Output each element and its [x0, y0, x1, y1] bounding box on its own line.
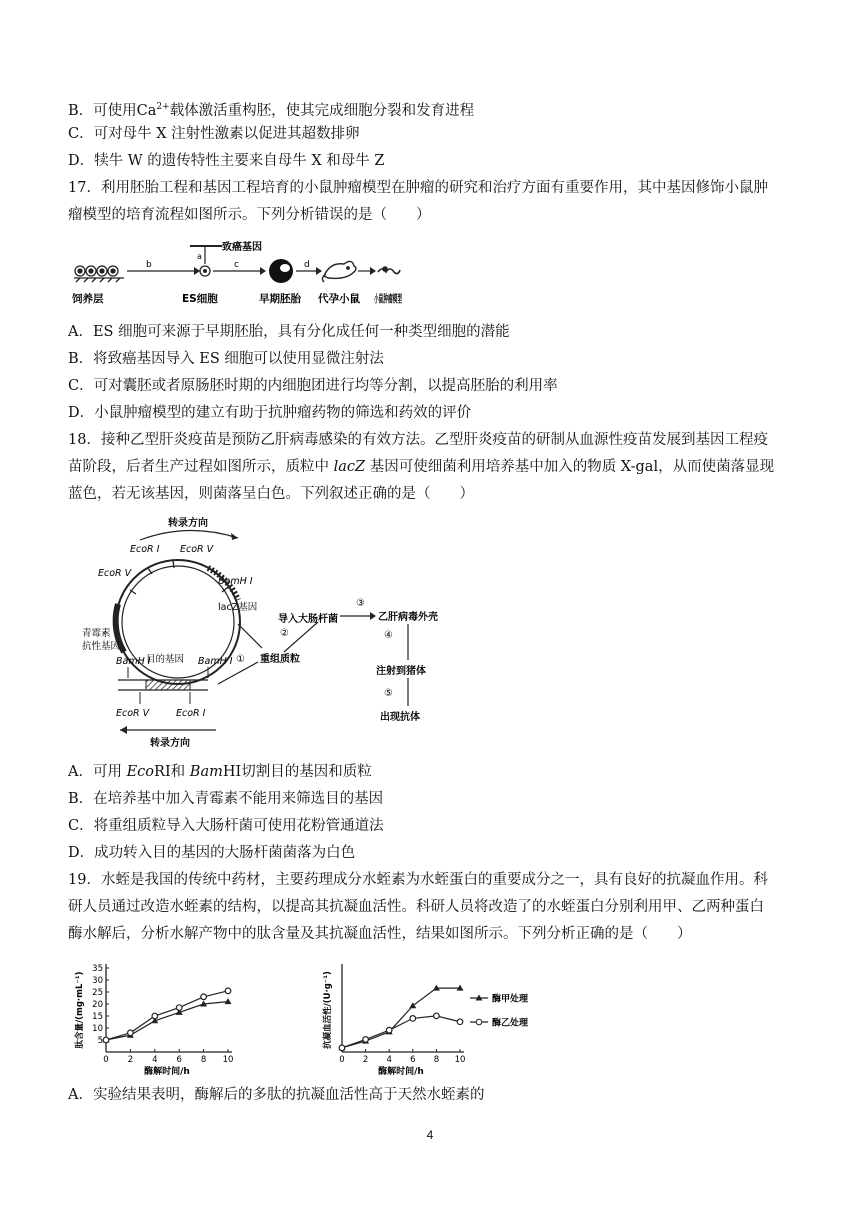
bamhi-site-3: BamH Ⅰ: [198, 656, 233, 667]
q18-plasmid-figure: [78, 512, 458, 752]
step-1: ①: [236, 654, 245, 665]
data-point-circle: [201, 994, 207, 1000]
x-tick-label: 10: [454, 1055, 466, 1065]
q19-stem-line1: 19．水蛭是我国的传统中药材，主要药理成分水蛭素为水蛭蛋白的重要成分之一，具有良好的抗凝血作用。科: [68, 872, 768, 888]
x-axis-label: 酶解时间/h: [144, 1067, 190, 1077]
q16-option-d: D．犊牛 W 的遗传特性主要来自母牛 X 和母牛 Z: [68, 153, 385, 169]
recombinant-plasmid-label: 重组质粒: [260, 654, 300, 665]
q17-option-a: A．ES 细胞可来源于早期胚胎，具有分化成任何一种类型细胞的潜能: [68, 324, 510, 340]
ecorv-site-2: EcoR Ⅴ: [98, 568, 132, 579]
lacz-label: lacZ基因: [218, 602, 258, 613]
y-tick-label: 30: [92, 976, 103, 986]
legend-label: 酶乙处理: [492, 1018, 529, 1029]
data-point-circle: [434, 1013, 440, 1019]
x-tick-label: 6: [176, 1055, 182, 1065]
q18-stem-line1: 18．接种乙型肝炎疫苗是预防乙肝病毒感染的有效方法。乙型肝炎疫苗的研制从血源性疫苗发展到基因工程疫: [68, 432, 768, 448]
feeder-layer-icon: [74, 266, 124, 282]
q18-stem-line3: 蓝色，若无该基因，则菌落呈白色。下列叙述正确的是（ ）: [68, 486, 474, 502]
data-point-circle: [339, 1045, 345, 1051]
q18-option-a: A．可用 EcoRⅠ和 BamHⅠ切割目的基因和质粒: [68, 764, 372, 780]
x-tick-label: 10: [222, 1055, 234, 1065]
y-tick-label: 20: [92, 1000, 103, 1010]
step-3: ③: [356, 598, 365, 609]
y-tick-label: 25: [92, 988, 103, 998]
transcription-direction-bottom: 转录方向: [150, 738, 190, 749]
tumor-mouse-model-icon: [378, 267, 400, 274]
y-axis-label: 肽含量/(mg·mL⁻¹): [75, 971, 85, 1049]
label-d: d: [304, 260, 310, 270]
ecorv-site-1: EcoR Ⅴ: [180, 544, 214, 555]
step-5: ⑤: [384, 688, 393, 699]
x-axis-label: 酶解时间/h: [378, 1067, 424, 1077]
surrogate-mouse-icon: [322, 261, 356, 282]
embryo-icon: [269, 259, 293, 283]
data-point-circle: [152, 1013, 158, 1019]
data-point-triangle: [409, 1002, 416, 1008]
y-tick-label: 5: [97, 1036, 103, 1046]
x-tick-label: 0: [103, 1055, 109, 1065]
label-surrogate-mouse: 代孕小鼠: [318, 293, 360, 305]
label-es-cell: ES细胞: [182, 293, 218, 305]
q17-stem-line2: 瘤模型的培育流程如图所示。下列分析错误的是（ ）: [68, 207, 431, 223]
y-tick-label: 10: [92, 1024, 103, 1034]
y-axis-label: 抗凝血活性/(U·g⁻¹): [323, 971, 333, 1049]
data-point-circle: [386, 1027, 392, 1033]
x-tick-label: 8: [433, 1055, 440, 1065]
label-b: b: [146, 260, 152, 270]
anticoagulant-activity-chart: [300, 956, 560, 1076]
label-early-embryo: 早期胚胎: [259, 293, 301, 305]
bamhi-site-1: BamH Ⅰ: [218, 576, 253, 587]
data-point-circle: [176, 1005, 182, 1011]
series-line: [342, 988, 460, 1048]
inject-pig-label: 注射到猪体: [376, 666, 426, 677]
legend-marker-circle: [476, 1019, 482, 1025]
y-tick-label: 15: [92, 1012, 103, 1022]
x-tick-label: 2: [127, 1055, 134, 1065]
hbv-coat-label: 乙肝病毒外壳: [378, 612, 438, 623]
q18-option-c: C．将重组质粒导入大肠杆菌可使用花粉管通道法: [68, 818, 384, 834]
x-tick-label: 2: [362, 1055, 369, 1065]
q19-stem-line2: 研人员通过改造水蛭素的结构，以提高其抗凝血活性。科研人员将改造了的水蛭蛋白分别利用甲、乙两种蛋白: [68, 899, 764, 915]
ecori-site-2: EcoR Ⅰ: [176, 708, 206, 719]
peptide-content-chart: [68, 956, 248, 1076]
label-a: a: [197, 252, 202, 261]
data-point-circle: [410, 1016, 416, 1022]
q17-flow-figure: [72, 240, 437, 308]
bamhi-site-2: BamH Ⅰ: [116, 656, 151, 667]
x-tick-label: 8: [200, 1055, 207, 1065]
step-4: ④: [384, 630, 393, 641]
step-2: ②: [280, 628, 289, 639]
x-tick-label: 4: [386, 1055, 392, 1065]
oncogene-label: 致癌基因: [222, 242, 262, 253]
q18-option-b: B．在培养基中加入青霉素不能用来筛选目的基因: [68, 791, 384, 807]
data-point-circle: [225, 988, 231, 994]
antibody-label: 出现抗体: [380, 712, 420, 723]
q17-option-d: D．小鼠肿瘤模型的建立有助于抗肿瘤药物的筛选和药效的评价: [68, 405, 472, 421]
q19-stem-line3: 酶水解后，分析水解产物中的肽含量及其抗凝血活性，结果如图所示。下列分析正确的是（ ）: [68, 926, 692, 942]
legend-label: 酶甲处理: [492, 994, 529, 1005]
x-tick-label: 6: [410, 1055, 416, 1065]
target-gene-label: 目的基因: [146, 654, 185, 665]
data-point-circle: [103, 1037, 109, 1043]
q18-option-d: D．成功转入目的基因的大肠杆菌菌落为白色: [68, 845, 356, 861]
transcription-direction-top: 转录方向: [168, 518, 208, 529]
data-point-circle: [363, 1037, 369, 1043]
y-tick-label: 35: [92, 964, 103, 974]
ecori-site-1: EcoR Ⅰ: [130, 544, 160, 555]
penicillin-label: 青霉素: [82, 628, 111, 639]
data-point-triangle: [225, 998, 232, 1004]
data-point-circle: [128, 1030, 134, 1036]
q16-option-c: C．可对母牛 X 注射性激素以促进其超数排卵: [68, 126, 360, 142]
q19-option-a: A．实验结果表明，酶解后的多肽的抗凝血活性高于天然水蛭素的: [68, 1087, 485, 1103]
q16-option-b: B．可使用$Ca^{2+}$载体激活重构胚，使其完成细胞分裂和发育进程: [68, 102, 475, 119]
q17-stem-line1: 17．利用胚胎工程和基因工程培育的小鼠肿瘤模型在肿瘤的研究和治疗方面有重要作用，其中基因修饰小鼠肿: [68, 180, 768, 196]
ecorv-site-3: EcoR Ⅴ: [116, 708, 150, 719]
x-tick-label: 0: [339, 1055, 345, 1065]
q17-option-c: C．可对囊胚或者原肠胚时期的内细胞团进行均等分割，以提高胚胎的利用率: [68, 378, 558, 394]
data-point-circle: [457, 1019, 463, 1025]
q17-option-b: B．将致癌基因导入 ES 细胞可以使用显微注射法: [68, 351, 384, 367]
resistance-gene-label: 抗性基因: [82, 641, 121, 652]
label-c: c: [234, 260, 239, 270]
page-number: 4: [426, 1128, 434, 1142]
q18-stem-line2: 苗阶段，后者生产过程如图所示，质粒中 lacZ 基因可使细菌利用培养基中加入的物质 X-gal，从而使菌落显现: [68, 459, 775, 475]
label-tumor-model: 小鼠肿瘤模型: [374, 293, 437, 305]
transform-ecoli-label: 导入大肠杆菌: [278, 614, 338, 625]
label-feeder-layer: 饲养层: [72, 293, 104, 305]
x-tick-label: 4: [152, 1055, 158, 1065]
series-line: [106, 991, 228, 1040]
